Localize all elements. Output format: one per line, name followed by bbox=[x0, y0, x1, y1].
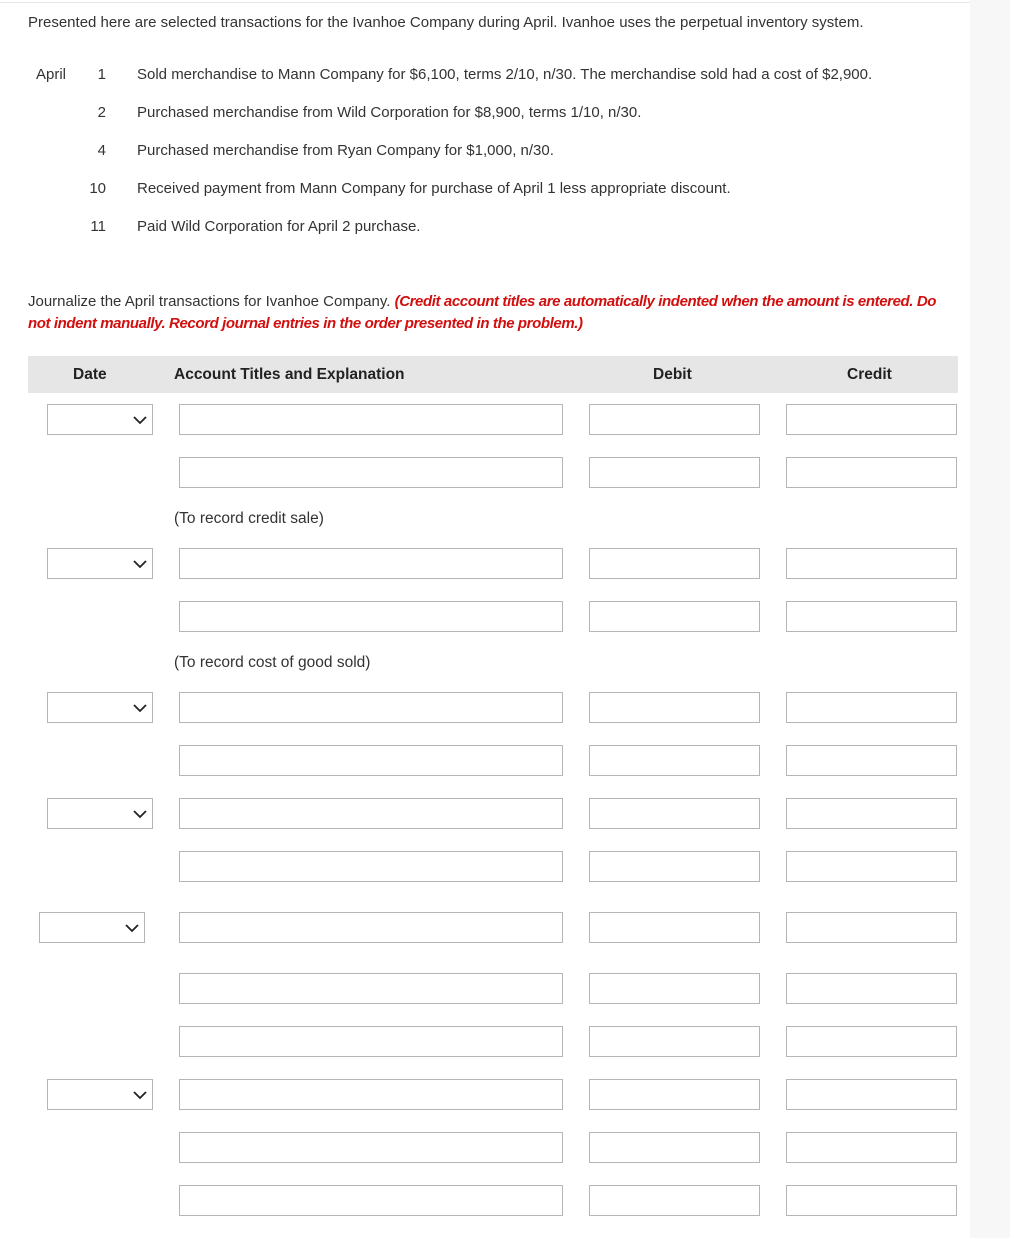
instructions bbox=[28, 291, 948, 335]
debit-input[interactable] bbox=[589, 798, 760, 829]
account-title-input[interactable] bbox=[179, 798, 563, 829]
transaction-day: 4 bbox=[97, 142, 106, 159]
debit-input[interactable] bbox=[589, 912, 760, 943]
scroll-gutter bbox=[970, 0, 1010, 1238]
account-title-input[interactable] bbox=[179, 745, 563, 776]
chevron-down-icon bbox=[132, 558, 148, 570]
debit-input[interactable] bbox=[589, 404, 760, 435]
debit-input[interactable] bbox=[589, 601, 760, 632]
account-title-input[interactable] bbox=[179, 601, 563, 632]
credit-input[interactable] bbox=[786, 601, 957, 632]
date-select[interactable] bbox=[47, 548, 153, 579]
transaction-text: Purchased merchandise from Wild Corporation for $8,900, terms 1/10, n/30. bbox=[137, 104, 642, 121]
transaction-text: Paid Wild Corporation for April 2 purchase. bbox=[137, 218, 421, 235]
journal-header bbox=[28, 356, 958, 393]
entry-explanation: (To record cost of good sold) bbox=[174, 654, 371, 671]
header-debit: Debit bbox=[653, 366, 692, 383]
debit-input[interactable] bbox=[589, 1185, 760, 1216]
credit-input[interactable] bbox=[786, 745, 957, 776]
debit-input[interactable] bbox=[589, 973, 760, 1004]
transaction-text: Sold merchandise to Mann Company for $6,100, terms 2/10, n/30. The merchandise sold had a cost of $2,900. bbox=[137, 66, 873, 83]
credit-input[interactable] bbox=[786, 973, 957, 1004]
credit-input[interactable] bbox=[786, 851, 957, 882]
transaction-day: 1 bbox=[97, 66, 106, 83]
intro-text: Presented here are selected transactions for the Ivanhoe Company during April. Ivanhoe uses the perpetual inventory system. bbox=[28, 14, 864, 31]
chevron-down-icon bbox=[132, 808, 148, 820]
header-account: Account Titles and Explanation bbox=[174, 366, 405, 383]
transaction-month: April bbox=[36, 66, 67, 83]
debit-input[interactable] bbox=[589, 1026, 760, 1057]
credit-input[interactable] bbox=[786, 548, 957, 579]
header-date: Date bbox=[73, 366, 107, 383]
transaction-day: 11 bbox=[90, 218, 106, 235]
account-title-input[interactable] bbox=[179, 1132, 563, 1163]
header-credit: Credit bbox=[847, 366, 892, 383]
credit-input[interactable] bbox=[786, 404, 957, 435]
top-divider bbox=[0, 2, 970, 3]
account-title-input[interactable] bbox=[179, 692, 563, 723]
chevron-down-icon bbox=[132, 1089, 148, 1101]
debit-input[interactable] bbox=[589, 548, 760, 579]
credit-input[interactable] bbox=[786, 912, 957, 943]
chevron-down-icon bbox=[132, 702, 148, 714]
debit-input[interactable] bbox=[589, 457, 760, 488]
credit-input[interactable] bbox=[786, 1132, 957, 1163]
credit-input[interactable] bbox=[786, 692, 957, 723]
account-title-input[interactable] bbox=[179, 851, 563, 882]
credit-input[interactable] bbox=[786, 1079, 957, 1110]
account-title-input[interactable] bbox=[179, 1185, 563, 1216]
chevron-down-icon bbox=[132, 414, 148, 426]
chevron-down-icon bbox=[124, 922, 140, 934]
account-title-input[interactable] bbox=[179, 457, 563, 488]
account-title-input[interactable] bbox=[179, 1079, 563, 1110]
credit-input[interactable] bbox=[786, 798, 957, 829]
debit-input[interactable] bbox=[589, 692, 760, 723]
date-select[interactable] bbox=[47, 404, 153, 435]
credit-input[interactable] bbox=[786, 1026, 957, 1057]
date-select[interactable] bbox=[47, 1079, 153, 1110]
transaction-text: Purchased merchandise from Ryan Company for $1,000, n/30. bbox=[137, 142, 554, 159]
account-title-input[interactable] bbox=[179, 404, 563, 435]
account-title-input[interactable] bbox=[179, 548, 563, 579]
debit-input[interactable] bbox=[589, 745, 760, 776]
account-title-input[interactable] bbox=[179, 1026, 563, 1057]
transaction-day: 2 bbox=[97, 104, 106, 121]
account-title-input[interactable] bbox=[179, 912, 563, 943]
date-select[interactable] bbox=[47, 692, 153, 723]
debit-input[interactable] bbox=[589, 1132, 760, 1163]
transaction-text: Received payment from Mann Company for purchase of April 1 less appropriate discount. bbox=[137, 180, 731, 197]
entry-explanation: (To record credit sale) bbox=[174, 510, 324, 527]
instructions-emphasis: (Credit account titles are automatically indented when the amount is entered. Do not indent manually. Record journal entries in the order presented in the problem.) bbox=[28, 293, 937, 332]
instructions-lead: Journalize the April transactions for Ivanhoe Company. bbox=[28, 293, 395, 310]
account-title-input[interactable] bbox=[179, 973, 563, 1004]
date-select[interactable] bbox=[47, 798, 153, 829]
transaction-day: 10 bbox=[89, 180, 106, 197]
debit-input[interactable] bbox=[589, 1079, 760, 1110]
credit-input[interactable] bbox=[786, 1185, 957, 1216]
credit-input[interactable] bbox=[786, 457, 957, 488]
date-select[interactable] bbox=[39, 912, 145, 943]
debit-input[interactable] bbox=[589, 851, 760, 882]
